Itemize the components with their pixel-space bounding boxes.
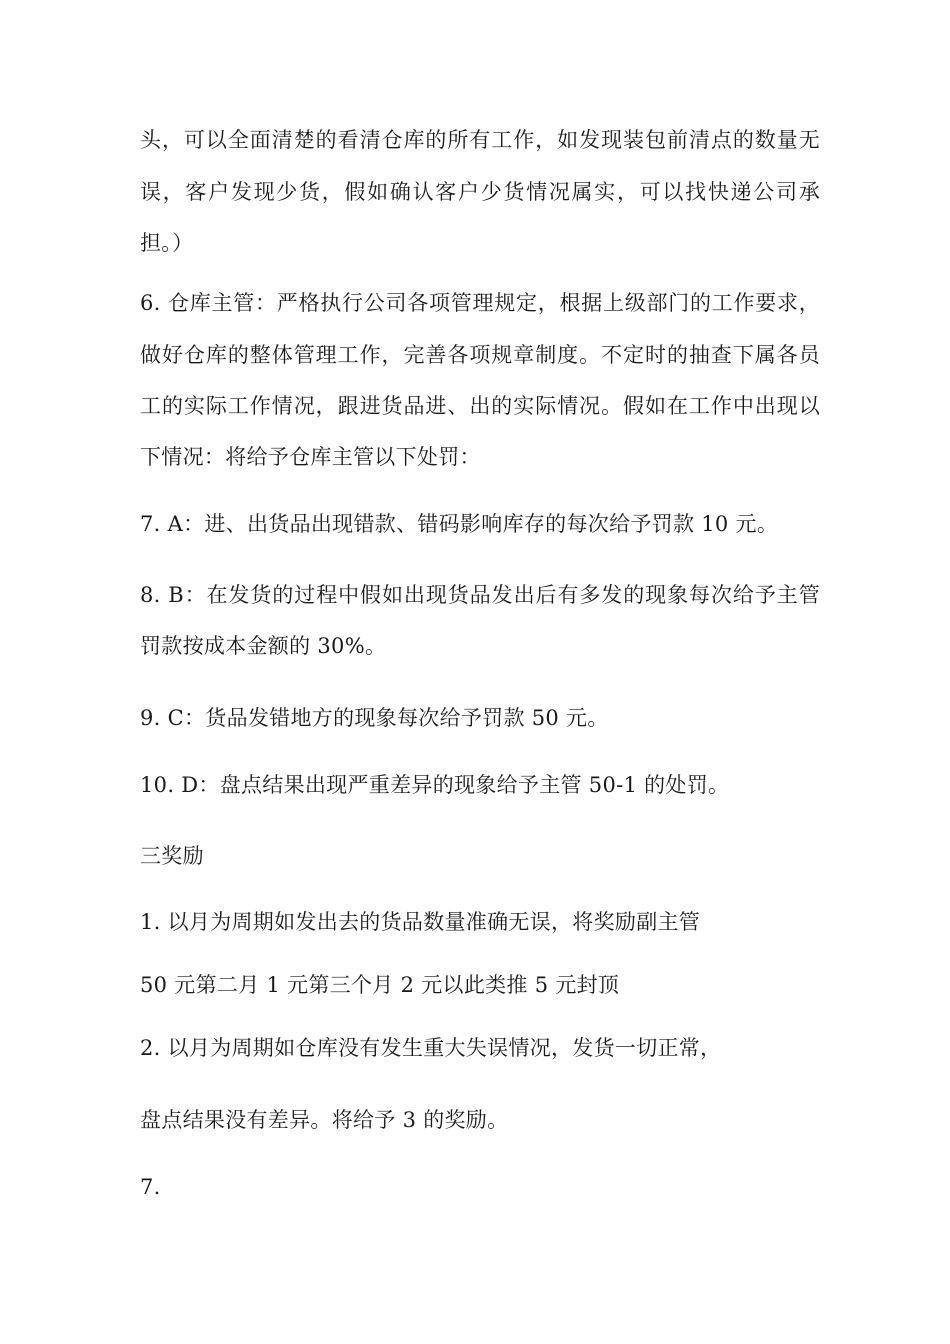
paragraph-line: 8. B：在发货的过程中假如出现货品发出后有多发的现象每次给予主管 — [140, 583, 820, 607]
paragraph-line: 头，可以全面清楚的看清仓库的所有工作，如发现装包前清点的数量无 — [140, 128, 820, 152]
section-heading: 三奖励 — [140, 844, 204, 868]
paragraph-line: 工的实际工作情况，跟进货品进、出的实际情况。假如在工作中出现以 — [140, 394, 820, 418]
paragraph-line: 做好仓库的整体管理工作，完善各项规章制度。不定时的抽查下属各员 — [140, 343, 820, 367]
paragraph-line: 1. 以月为周期如发出去的货品数量准确无误，将奖励副主管 — [140, 910, 701, 934]
paragraph-line: 2. 以月为周期如仓库没有发生重大失误情况，发货一切正常， — [140, 1036, 722, 1060]
paragraph-line: 9. C：货品发错地方的现象每次给予罚款 50 元。 — [140, 706, 609, 730]
paragraph-line: 盘点结果没有差异。将给予 3 的奖励。 — [140, 1108, 509, 1132]
paragraph-line: 50 元第二月 1 元第三个月 2 元以此类推 5 元封顶 — [140, 973, 620, 997]
paragraph-line: 7. A：进、出货品出现错款、错码影响库存的每次给予罚款 10 元。 — [140, 512, 779, 536]
paragraph-line: 罚款按成本金额的 30%。 — [140, 634, 387, 658]
paragraph-line: 误，客户发现少货，假如确认客户少货情况属实，可以找快递公司承 — [140, 180, 820, 204]
paragraph-line: 下情况：将给予仓库主管以下处罚： — [140, 445, 481, 469]
paragraph-line: 7. — [140, 1175, 161, 1199]
paragraph-line: 担。） — [140, 231, 194, 255]
paragraph-line: 10. D：盘点结果出现严重差异的现象给予主管 50-1 的处罚。 — [140, 773, 730, 797]
paragraph-line: 6. 仓库主管：严格执行公司各项管理规定，根据上级部门的工作要求， — [140, 291, 820, 315]
